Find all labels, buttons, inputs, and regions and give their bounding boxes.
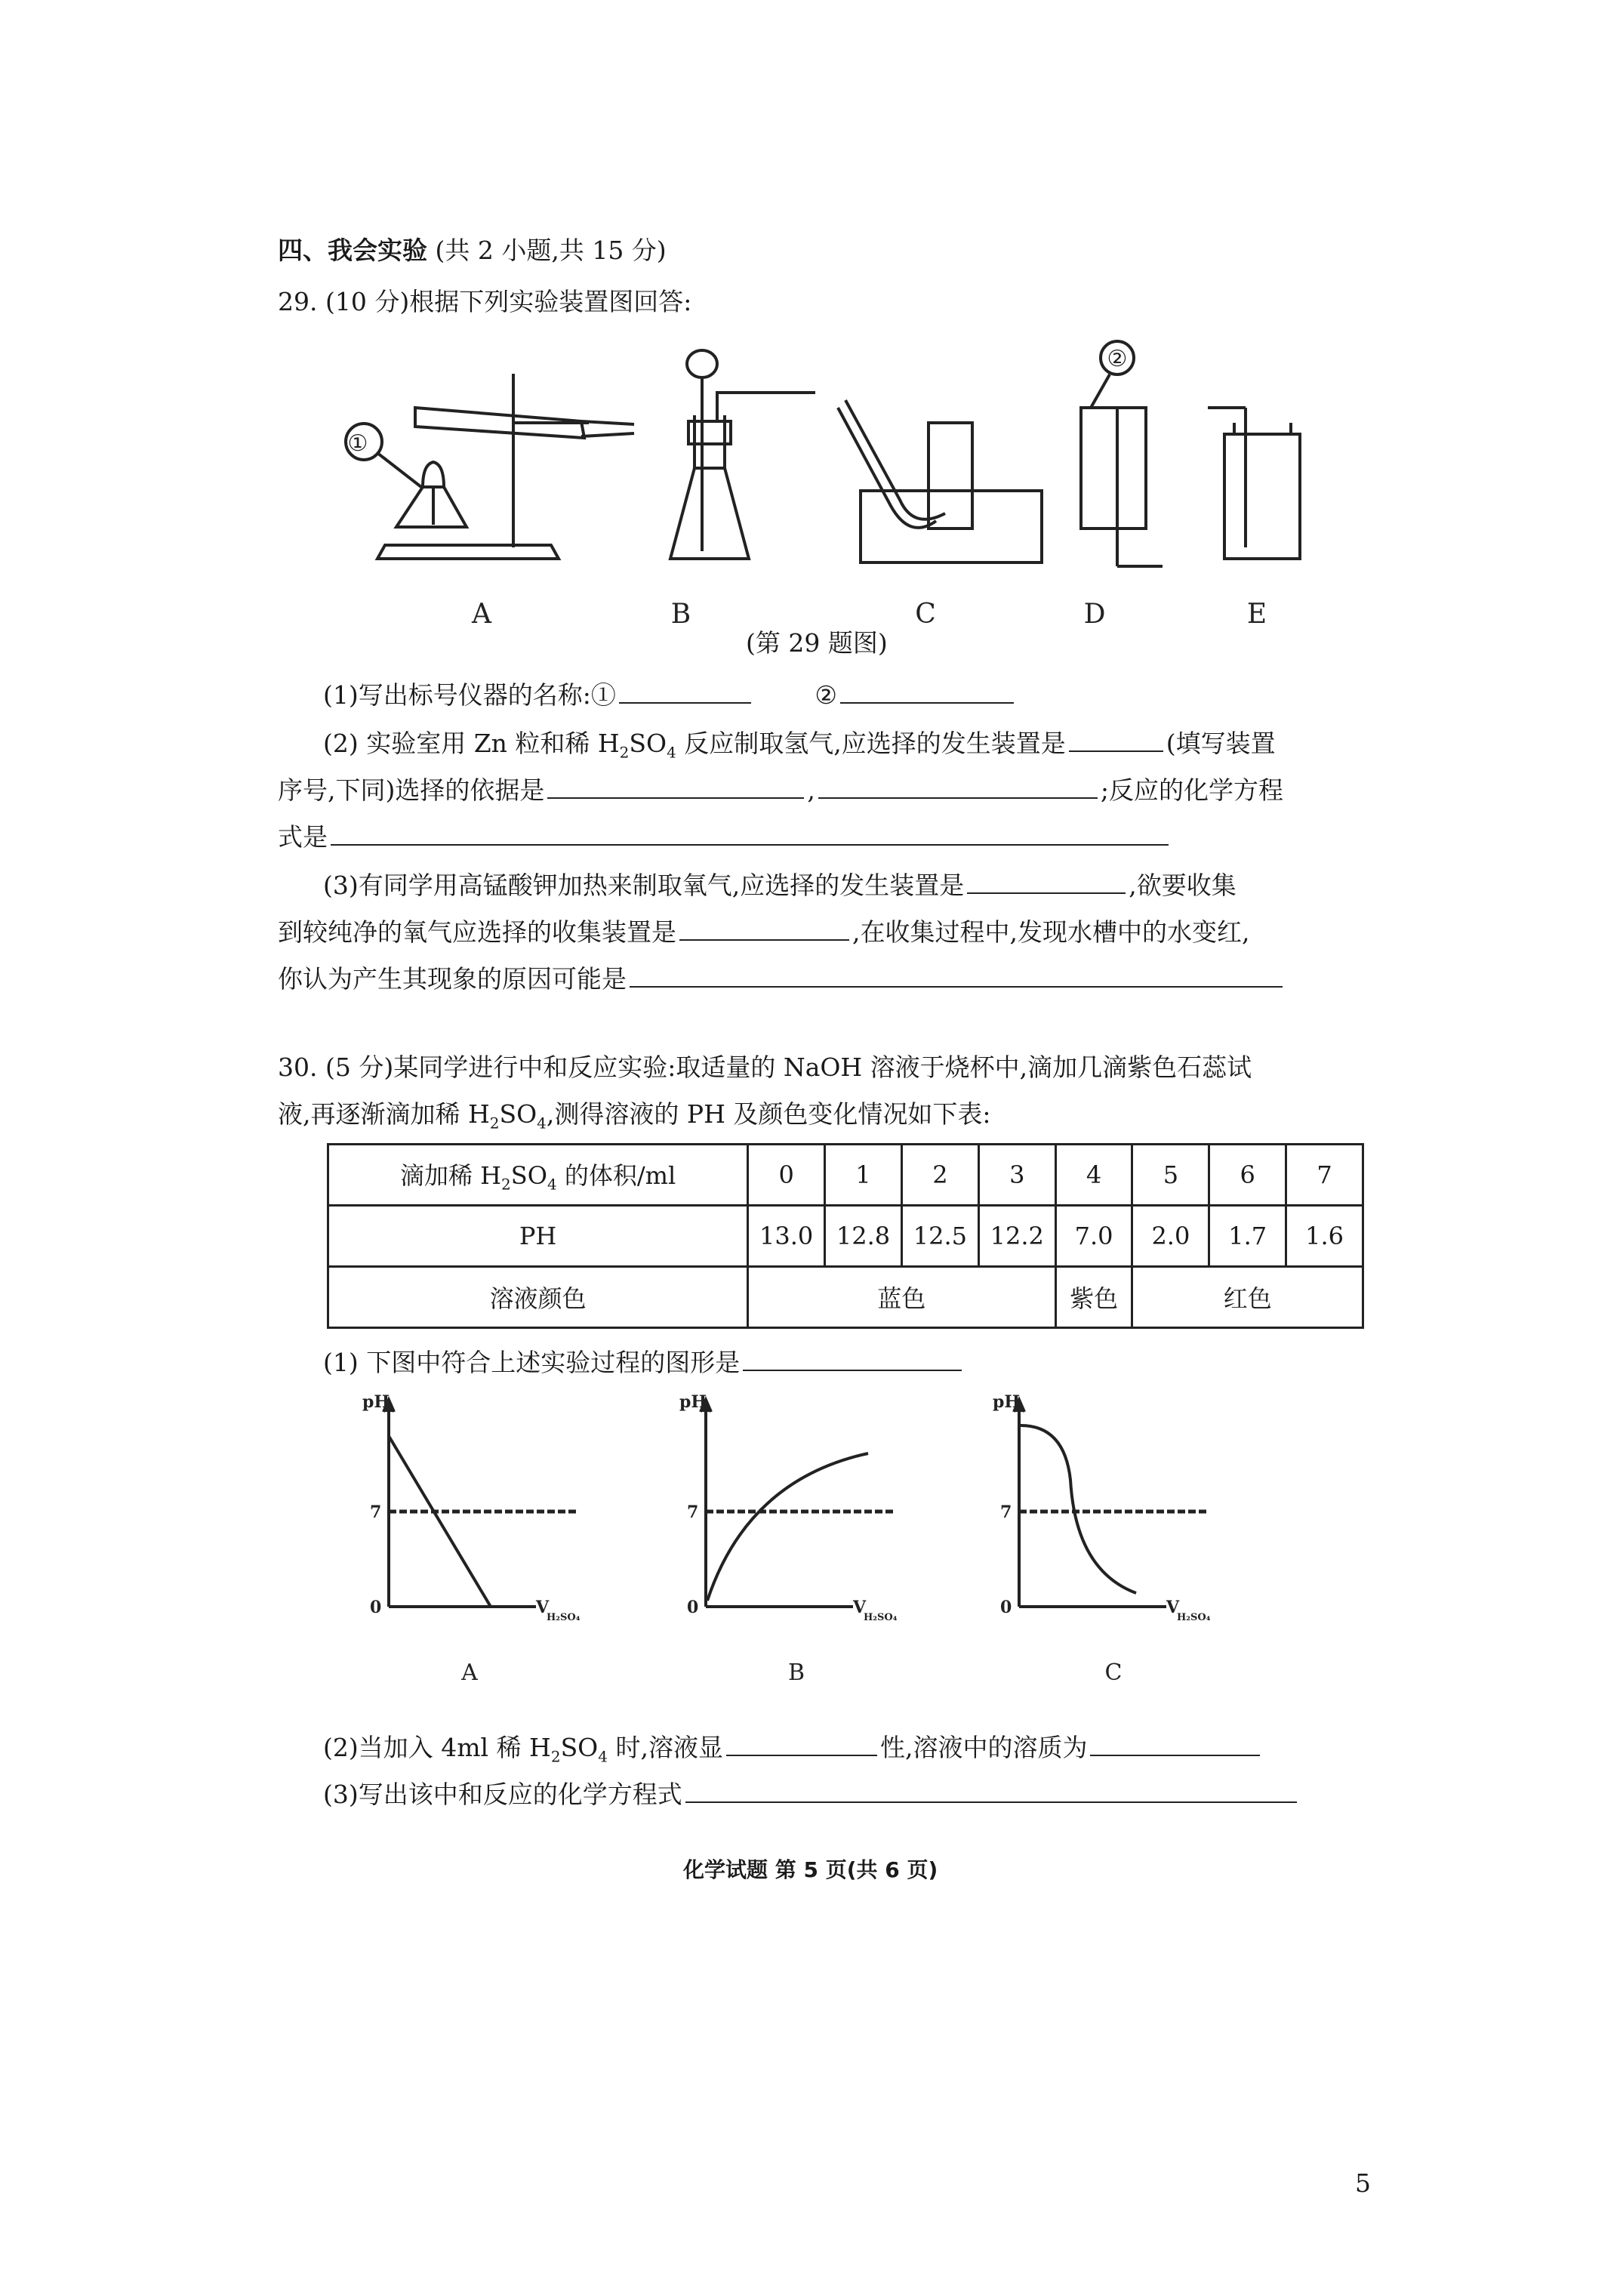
- q30-part3: [323, 1776, 1300, 1811]
- q30-p2-d: 性,溶液中的溶质为: [879, 1733, 1088, 1762]
- answer-blank-6[interactable]: [331, 818, 1169, 846]
- graph-c: [1014, 1400, 1208, 1607]
- fig-label-e: E: [1246, 599, 1267, 627]
- color-cell-purple: 紫色: [1055, 1267, 1132, 1328]
- q29-p2-line2a: 序号,下同)选择的依据是: [278, 775, 545, 805]
- q30-line1: 30. (5 分)某同学进行中和反应实验:取适量的 NaOH 溶液于烧杯中,滴加几滴紫色石蕊试: [278, 1052, 1252, 1082]
- row-header-ph: PH: [328, 1206, 748, 1267]
- ph-cell: 13.0: [748, 1206, 825, 1267]
- q30-p2-b: SO: [560, 1733, 599, 1762]
- q29-part3-line2: [278, 914, 1249, 949]
- apparatus-e: [1208, 408, 1300, 559]
- q29-part3-line1: [323, 867, 1236, 902]
- figure-caption: (第 29 题图): [746, 628, 888, 658]
- volume-cell: 1: [825, 1145, 902, 1206]
- section-title: 四、我会实验: [278, 236, 427, 265]
- q30-p3-text: (3)写出该中和反应的化学方程式: [323, 1780, 682, 1809]
- page-footer: 化学试题 第 5 页(共 6 页): [683, 1857, 938, 1882]
- graph-b-tick-7: 7: [687, 1502, 699, 1522]
- marker-1: ①: [347, 430, 368, 457]
- q29-p3-line3: 你认为产生其现象的原因可能是: [278, 964, 627, 994]
- q30-line2a: 液,再逐渐滴加稀 H: [278, 1099, 490, 1129]
- volume-cell: 3: [978, 1145, 1055, 1206]
- q30-p1-text: (1) 下图中符合上述实验过程的图形是: [323, 1348, 741, 1377]
- q29-part2-line3: [278, 818, 1172, 854]
- q30-part1: [323, 1344, 965, 1379]
- graph-label-c: C: [1104, 1660, 1123, 1686]
- answer-blank-1[interactable]: [619, 676, 751, 704]
- answer-blank-13[interactable]: [685, 1776, 1297, 1803]
- q29-p2-a: (2) 实验室用 Zn 粒和稀 H: [323, 729, 620, 758]
- graph-b: [701, 1400, 895, 1607]
- section-subtitle: (共 2 小题,共 15 分): [435, 236, 667, 265]
- graph-label-a: A: [461, 1660, 478, 1686]
- apparatus-figure: [332, 332, 1344, 627]
- ph-data-table: [327, 1143, 1364, 1329]
- fig-label-b: B: [670, 599, 691, 627]
- graph-label-b: B: [787, 1660, 805, 1686]
- table-row-ph: [328, 1206, 1363, 1267]
- graph-c-x-sub: H₂SO₄: [1177, 1612, 1211, 1623]
- ph-cell: 7.0: [1055, 1206, 1132, 1267]
- q30-p2-sub2: 4: [598, 1747, 608, 1766]
- ph-cell: 12.8: [825, 1206, 902, 1267]
- q29-title: 29. (10 分)根据下列实验装置图回答:: [278, 287, 692, 316]
- answer-blank-11[interactable]: [726, 1729, 877, 1756]
- answer-blank-7[interactable]: [967, 867, 1126, 894]
- graph-a: [383, 1400, 577, 1607]
- table-row-volume: [328, 1145, 1363, 1206]
- ph-graphs: [355, 1389, 1306, 1691]
- q29-part3-line3: [278, 960, 1286, 996]
- marker-2: ②: [1107, 346, 1128, 372]
- answer-blank-10[interactable]: [743, 1344, 962, 1371]
- row-header-volume: 滴加稀 $H_2SO_4$ 的体积/ml: [328, 1145, 748, 1206]
- table-row-color: [328, 1267, 1363, 1328]
- q29-part2-line2: [278, 772, 1283, 807]
- q30-line2: [278, 1098, 990, 1140]
- graph-c-x-label: V: [1166, 1598, 1180, 1617]
- q29-p2-line3: 式是: [278, 822, 328, 852]
- graph-c-tick-7: 7: [1000, 1502, 1012, 1522]
- answer-blank-2[interactable]: [840, 676, 1014, 704]
- ph-cell: 1.7: [1209, 1206, 1286, 1267]
- apparatus-d: [1081, 341, 1163, 566]
- row-header-color: 溶液颜色: [328, 1267, 748, 1328]
- q29-p2-c: 反应制取氢气,应选择的发生装置是: [676, 729, 1066, 758]
- graph-a-x-sub: H₂SO₄: [547, 1612, 581, 1623]
- q30-line2-sub2: 4: [537, 1114, 547, 1133]
- color-cell-red: 红色: [1132, 1267, 1363, 1328]
- q30-line2c: ,测得溶液的 PH 及颜色变化情况如下表:: [546, 1099, 991, 1129]
- volume-cell: 5: [1132, 1145, 1209, 1206]
- graph-a-y-label: pH: [362, 1392, 390, 1412]
- graph-a-tick-7: 7: [370, 1502, 382, 1522]
- graph-b-x-sub: H₂SO₄: [864, 1612, 898, 1623]
- fig-label-d: D: [1083, 599, 1106, 627]
- q30-line2b: SO: [499, 1099, 537, 1129]
- graph-b-tick-0: 0: [687, 1598, 699, 1617]
- q29-p3-line2b: ,在收集过程中,发现水槽中的水变红,: [852, 917, 1250, 947]
- ph-cell: 12.2: [978, 1206, 1055, 1267]
- volume-cell: 4: [1055, 1145, 1132, 1206]
- answer-blank-4[interactable]: [547, 772, 804, 799]
- volume-cell: 7: [1286, 1145, 1363, 1206]
- q29-part1-text: (1)写出标号仪器的名称:①: [323, 680, 616, 710]
- q29-p3-a: (3)有同学用高锰酸钾加热来制取氧气,应选择的发生装置是: [323, 871, 965, 900]
- q29-p3-line2a: 到较纯净的氧气应选择的收集装置是: [278, 917, 676, 947]
- ph-cell: 1.6: [1286, 1206, 1363, 1267]
- q29-p2-b: SO: [629, 729, 667, 758]
- q29-part1-mark2: ②: [815, 680, 837, 710]
- color-cell-blue: 蓝色: [748, 1267, 1056, 1328]
- apparatus-b: [670, 350, 815, 559]
- q29-part1: [323, 676, 1017, 712]
- ph-cell: 2.0: [1132, 1206, 1209, 1267]
- answer-blank-8[interactable]: [679, 914, 849, 941]
- graph-c-y-label: pH: [993, 1392, 1021, 1412]
- graph-b-y-label: pH: [679, 1392, 707, 1412]
- q29-p2-sub2: 4: [667, 743, 676, 762]
- q29-part2-line1: [323, 725, 1276, 769]
- graph-a-tick-0: 0: [370, 1598, 382, 1617]
- fig-label-c: C: [915, 599, 936, 627]
- q29-p3-b: ,欲要收集: [1129, 871, 1236, 900]
- graph-c-tick-0: 0: [1000, 1598, 1012, 1617]
- volume-cell: 0: [748, 1145, 825, 1206]
- q30-p2-sub1: 2: [550, 1747, 561, 1766]
- graph-b-x-label: V: [853, 1598, 867, 1617]
- apparatus-c: [838, 400, 1042, 562]
- answer-blank-3[interactable]: [1069, 725, 1163, 752]
- fig-label-a: A: [472, 599, 491, 627]
- answer-blank-9[interactable]: [630, 960, 1283, 988]
- answer-blank-5[interactable]: [818, 772, 1098, 799]
- q30-p2-c: 时,溶液显: [607, 1733, 723, 1762]
- answer-blank-12[interactable]: [1090, 1729, 1260, 1756]
- ph-cell: 12.5: [901, 1206, 978, 1267]
- q30-part2: [323, 1729, 1263, 1774]
- page-number: 5: [1355, 2168, 1371, 2198]
- q29-p2-d: (填写装置: [1166, 729, 1276, 758]
- section-header: [278, 234, 667, 267]
- q29-p2-line2b: ,: [807, 775, 815, 805]
- apparatus-a: [346, 374, 634, 559]
- q29-p2-line2c: ;反应的化学方程: [1100, 775, 1283, 805]
- volume-cell: 2: [901, 1145, 978, 1206]
- volume-cell: 6: [1209, 1145, 1286, 1206]
- q30-line2-sub1: 2: [489, 1114, 500, 1133]
- graph-a-x-label: V: [536, 1598, 550, 1617]
- q30-p2-a: (2)当加入 4ml 稀 H: [323, 1733, 551, 1762]
- q29-p2-sub1: 2: [619, 743, 630, 762]
